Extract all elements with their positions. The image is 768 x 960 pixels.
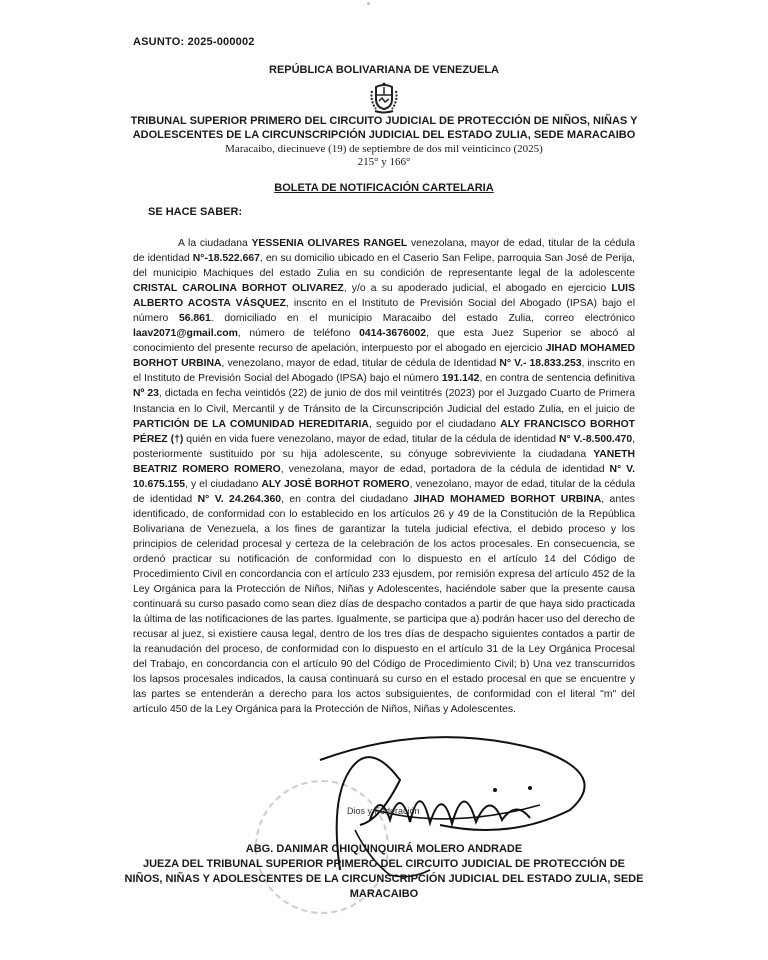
bold-run: ALY JOSÉ BORHOT ROMERO bbox=[261, 478, 410, 490]
judge-title-line-3: MARACAIBO bbox=[349, 888, 419, 900]
judge-name: ABG. DANIMAR CHIQUINQUIRÁ MOLERO ANDRADE bbox=[245, 843, 523, 855]
bold-run: 0414-3676002 bbox=[359, 328, 427, 340]
tribunal-line-2: ADOLESCENTES DE LA CIRCUNSCRIPCIÓN JUDICIAL DEL ESTADO ZULIA, SEDE MARACAIBO bbox=[132, 129, 636, 141]
bold-run: YANETH BEATRIZ ROMERO ROMERO bbox=[133, 448, 635, 475]
bold-run: N° V. 10.675.155 bbox=[133, 463, 635, 490]
date-block bbox=[100, 143, 668, 169]
text-run: , venezolano, mayor de edad, titular de la cédula de identidad bbox=[133, 478, 635, 505]
text-run: , antes identificado, de conformidad con lo establecido en los artículos 26 y 49 de la Constitución de la República Bolivariana de Venezuela, a los fines de garantizar la tutela judicial efectiva, el debido proceso y los principios de celeridad procesal y certeza de la celebración de los actos procesales. En consecuencia, se ordenó practicar su notificación de conformidad con lo dispuesto en el artículo 14 del Código de Procedimiento Civil en concordancia con el artículo 233 ejusdem, por remisión expresa del artículo 452 de la Ley Orgánica para la Protección de Niños, Niñas y Adolescentes, haciéndole saber que la presente causa continuará su curso pasado como sean diez días de despacho contados a partir de que haya sido practicada la última de las notificaciones de las partes. Igualmente, se participa que a) podrán hacer uso del derecho de recusar al juez, si existiere causa legal, dentro de los tres días de despacho siguientes contados a partir de la reanudación del proceso, de conformidad con lo dispuesto en el artículo 31 de la Ley Orgánica Procesal del Trabajo, en concordancia con el artículo 90 del Código de Procedimiento Civil; b) Una vez transcurridos los lapsos procesales indicados, la causa continuará su curso en el estado procesal en que se encuentre y las partes se entenderán a derecho para los actos subsiguientes, de conformidad con el literal "m" del artículo 450 de la Ley Orgánica para la Protección de Niños, Niñas y Adolescentes. bbox=[133, 493, 635, 716]
text-run: , y el ciudadano bbox=[185, 478, 262, 490]
bold-run: 56.861 bbox=[178, 313, 211, 325]
text-run: , número de teléfono bbox=[237, 328, 360, 340]
bold-run: N°-18.522.667 bbox=[192, 253, 260, 265]
scan-artifact bbox=[367, 2, 370, 5]
tribunal-line-1: TRIBUNAL SUPERIOR PRIMERO DEL CIRCUITO JUDICIAL DE PROTECCIÓN DE NIÑOS, NIÑAS Y bbox=[130, 115, 638, 127]
intro-heading: SE HACE SABER: bbox=[148, 206, 243, 218]
notification-body bbox=[133, 236, 635, 718]
bold-run: ALY FRANCISCO BORHOT PÉREZ (†) bbox=[133, 418, 636, 445]
text-run: , en contra de sentencia definitiva bbox=[479, 373, 635, 385]
bold-run: PARTICIÓN DE LA COMUNIDAD HEREDITARIA bbox=[133, 418, 369, 430]
bold-run: JIHAD MOHAMED BORHOT URBINA bbox=[133, 343, 635, 370]
dios-y-federacion: Dios y Federación bbox=[347, 806, 420, 816]
tribunal-heading bbox=[100, 114, 668, 142]
judge-title-line-2: NIÑOS, NIÑAS Y ADOLESCENTES DE LA CIRCUNSCRIPCIÓN JUDICIAL DEL ESTADO ZULIA, SEDE bbox=[124, 873, 644, 885]
text-run: , venezolana, mayor de edad, portadora de la cédula de identidad bbox=[280, 463, 610, 475]
bold-run: N° V.- 18.833.253 bbox=[499, 358, 582, 370]
text-run: , inscrito en el Instituto de Previsión Social del Abogado (IPSA) bajo el número bbox=[133, 298, 636, 325]
date-line: Maracaibo, diecinueve (19) de septiembre de dos mil veinticinco (2025) bbox=[225, 143, 543, 155]
bold-run: 191.142 bbox=[441, 373, 480, 385]
text-run: , y/o a su apoderado judicial, el abogado en ejercicio bbox=[343, 283, 612, 295]
text-run: A la ciudadana bbox=[178, 238, 252, 249]
bold-run: CRISTAL CAROLINA BORHOT OLIVAREZ bbox=[133, 283, 344, 295]
judge-title bbox=[100, 857, 668, 902]
bold-run: N° V.-8.500.470 bbox=[558, 433, 633, 445]
bold-run: LUIS ALBERTO ACOSTA VÁSQUEZ bbox=[133, 283, 635, 310]
text-run: , inscrito en el Instituto de Previsión Social del Abogado (IPSA) bajo el número bbox=[133, 358, 635, 385]
document-title: BOLETA DE NOTIFICACIÓN CARTELARIA bbox=[274, 182, 494, 194]
text-run: , que esta Juez Superior se abocó al conocimiento del presente recurso de apelación, interpuesto por el abogado en ejercicio bbox=[133, 328, 635, 355]
text-run: venezolana, mayor de edad, titular de la cédula de identidad bbox=[133, 238, 636, 265]
bold-run: N° V. 24.264.360 bbox=[197, 493, 282, 505]
case-number: ASUNTO: 2025-000002 bbox=[133, 36, 255, 48]
text-run: . domiciliado en el municipio Maracaibo del estado Zulia, correo electrónico bbox=[210, 313, 635, 325]
text-run: quién en vida fuere venezolano, mayor de edad, titular de la cédula de identidad bbox=[183, 433, 559, 445]
bold-run: Nº 23 bbox=[133, 388, 159, 400]
judge-title-line-1: JUEZA DEL TRIBUNAL SUPERIOR PRIMERO DEL CIRCUITO JUDICIAL DE PROTECCIÓN DE bbox=[142, 858, 625, 870]
country-heading: REPÚBLICA BOLIVARIANA DE VENEZUELA bbox=[269, 64, 499, 76]
text-run: , seguido por el ciudadano bbox=[368, 418, 501, 430]
text-run: , venezolano, mayor de edad, titular de cédula de Identidad bbox=[221, 358, 500, 370]
text-run: , en su domicilio ubicado en el Caserio San Felipe, parroquia San José de Perija, del municipio Machiques del estado Zulia en su condición de representante legal de la adolescente bbox=[133, 253, 636, 280]
coat-of-arms-icon bbox=[367, 81, 401, 115]
years-line: 215° y 166° bbox=[357, 156, 411, 168]
bold-run: YESSENIA OLIVARES RANGEL bbox=[251, 238, 408, 249]
bold-run: JIHAD MOHAMED BORHOT URBINA bbox=[413, 493, 602, 505]
bold-run: laav2071@gmail.com bbox=[133, 328, 238, 340]
text-run: , dictada en fecha veintidós (22) de junio de dos mil veintitrés (2023) por el Juzgado Cuarto de Primera Instancia en lo Civil, Mercantil y de Tránsito de la Circunscripción Judicial del estado Zulia, en el juicio de bbox=[133, 388, 635, 415]
text-run: , en contra del ciudadano bbox=[281, 493, 414, 505]
text-run: , posteriormente sustituido por su hija adolescente, su cónyuge sobreviviente la ciudadana bbox=[133, 433, 635, 460]
